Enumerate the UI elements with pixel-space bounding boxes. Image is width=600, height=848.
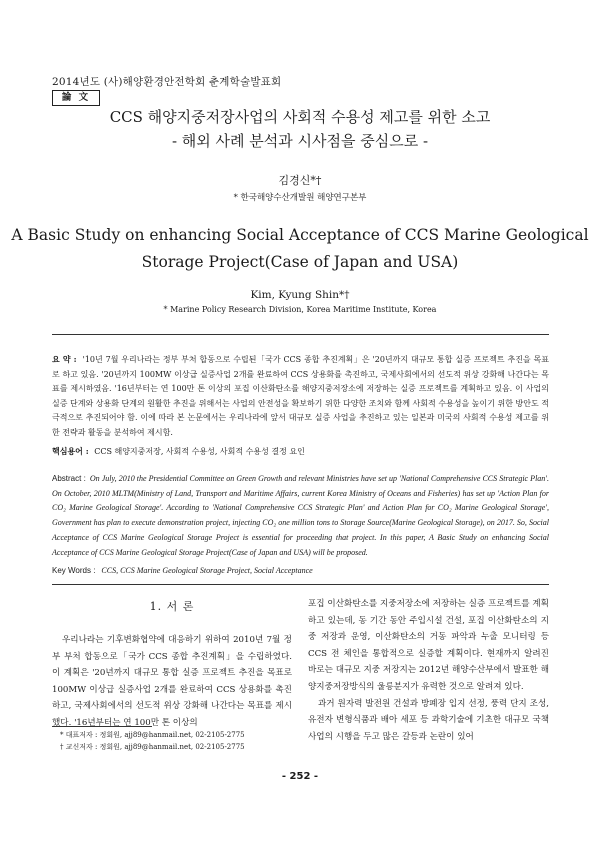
body-right-column: [308, 596, 549, 745]
body-right-paragraph-1: 포집 이산화탄소를 지중저장소에 저장하는 실증 프로젝트를 계획하고 있는데, 동 기간 동안 주입시설 건설, 포집 이산화탄소의 지중 저장과 운영, 이산화탄소의 거동 파악과 누출 모니터링 등 CCS 전 체인을 통합적으로 실증할 계획이다. 현재까지 알려진 바로는 대규모 지중 저장지는 2012년 해양수산부에서 발표한 해양지중저장방식의 울릉분지가 유력한 것으로 알려져 있다.: [308, 599, 549, 692]
abstract-bottom-rule: [52, 584, 549, 585]
abstract-top-rule: [52, 334, 549, 335]
korean-keywords-text: CCS 해양지중저장, 사회적 수용성, 사회적 수용성 결정 요인: [94, 447, 305, 456]
body-left-column: 우리나라는 기후변화협약에 대응하기 위하여 2010년 7월 정부 부처 합동으로「국가 CCS 종합 추진계획」을 수립하였다. 이 계획은 '20년까지 대규모 통합 실증 프로젝트 추진을 목표로 100MW 이상급 실증사업 2개를 완료하여 CCS 상용화를 촉진하고, 국제사회에서의 선도적 위상 강화해 나간다는 목표를 제시했다. '16년부터는 연 100만 톤 이상의: [52, 635, 292, 728]
korean-abstract-label: 요 약 :: [52, 354, 77, 364]
korean-abstract-text: '10년 7월 우리나라는 정부 부처 합동으로 수립된「국가 CCS 종합 추진계획」은 '20년까지 대규모 통합 실증 프로젝트 추진을 목표로 하고 있음. '20년까지 100MW 이상급 실증사업 2개를 완료하여 CCS 상용화를 촉진하고, 국제사회에서의 선도적 위상 강화해 나간다는 목표를 제시하였음. '16년부터는 연 100만 톤 이상의 포집 이산화탄소를 해양지중저장소에 저장하는 실증 프로젝트를 계획하고 있음. 이 사업의 실증 단계와 상용화 단계의 원활한 추진을 위해서는 사업의 안전성을 확보하기 위한 다양한 조치와 함께 사회적 수용성을 높이기 위한 방안도 적극적으로 추진되어야 함. 이에 따라 본 논문에서는 우리나라에 앞서 대규모 실증 사업을 추진하고 있는 일본과 미국의 사회적 수용성 제고를 위한 전략과 활동을 분석하여 제시함.: [52, 355, 549, 437]
english-title-line2: Storage Project(Case of Japan and USA): [141, 253, 459, 271]
footnote-corresponding-author: † 교신저자 : 정회원, ajj89@hanmail.net, 02-2105-2775: [60, 743, 245, 751]
english-keywords-text: CCS, CCS Marine Geological Storage Project, Social Acceptance: [101, 566, 313, 575]
section-title: 1. 서 론: [149, 600, 195, 613]
english-abstract-text: On July, 2010 the Presidential Committee on Green Growth and relevant Ministries have set up 'National Comprehensive CCS Strategic Plan'. On October, 2010 MLTM(Ministry of Land, Transport and Maritime Affairs, current Korea Ministry of Oceans and Fisheries) has set up 'Action Plan for CO₂ Marine Geological Storage'. According to 'National Comprehensive CCS Strategic Plan' and Action Plan for CO₂ Marine Geological Storage', Government has plan to execute demonstration project, injecting CO₂ one million tons to Storage Source(Marine Geological Storage), on 2017. So, Social Acceptance of CCS Marine Geological Storage Project is essential for proceeding that project. In this paper, A Basic Study on enhancing Social Acceptance of CCS Marine Geological Storage Project(Case of Japan and USA) will be proposed.: [52, 474, 550, 557]
korean-abstract: [52, 352, 549, 440]
english-abstract: [52, 472, 549, 560]
english-affiliation: * Marine Policy Research Division, Korea Maritime Institute, Korea: [163, 305, 437, 314]
paper-type-badge: 論 文: [52, 90, 100, 106]
footnote-first-author: * 대표저자 : 정회원, ajj89@hanmail.net, 02-2105-2775: [60, 731, 245, 739]
english-title: [0, 222, 600, 276]
english-keywords-label: Key Words :: [52, 566, 96, 575]
english-title-line1: A Basic Study on enhancing Social Acceptance of CCS Marine Geological: [11, 226, 589, 244]
conference-header: 2014년도 (사)해양환경안전학회 춘계학술발표회: [52, 76, 282, 88]
english-author: Kim, Kyung Shin*†: [250, 289, 350, 301]
korean-keywords-label: 핵심용어 :: [52, 446, 89, 456]
korean-title-line2: - 해외 사례 분석과 시사점을 중심으로 -: [171, 132, 429, 150]
footnote-rule: [52, 726, 152, 727]
body-right-paragraph-2: 과거 원자력 발전원 건설과 방폐장 입지 선정, 풍력 단지 조성, 유전자 변형식품과 배아 세포 등 과학기술에 기초한 대규모 국책사업의 시행을 두고 많은 갈등과 논란이 있어: [308, 698, 549, 742]
page-number: - 252 -: [281, 771, 319, 782]
english-keywords: [52, 566, 549, 575]
korean-author: 김경신*†: [278, 174, 322, 187]
korean-affiliation: * 한국해양수산개발원 해양연구본부: [233, 193, 367, 203]
english-abstract-label: Abstract :: [52, 474, 86, 483]
korean-keywords: [52, 446, 549, 457]
korean-title-line1: CCS 해양지중저장사업의 사회적 수용성 제고를 위한 소고: [109, 108, 491, 126]
